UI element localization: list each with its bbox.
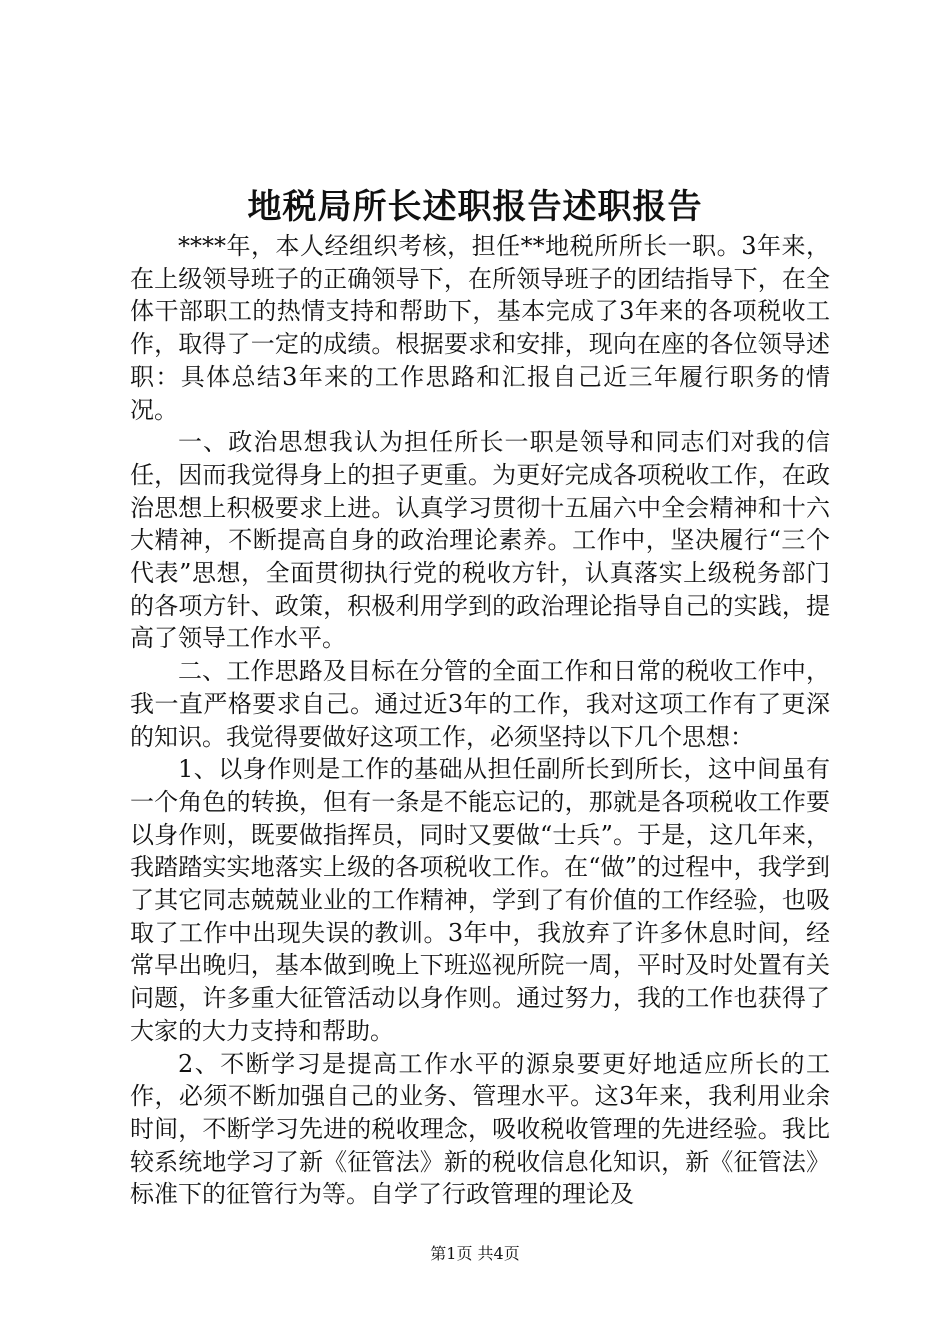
paragraph-continuous-learning: 2、不断学习是提高工作水平的源泉要更好地适应所长的工作，必须不断加强自己的业务、管理水平。这3年来，我利用业余时间，不断学习先进的税收理念，吸收税收管理的先进经验。我比较系统地学习了新《征管法》新的税收信息化知识，新《征管法》标准下的征管行为等。自学了行政管理的理论及 — [130, 1049, 830, 1209]
paragraph-work-ideas: 二、工作思路及目标在分管的全面工作和日常的税收工作中，我一直严格要求自己。通过近3年的工作，我对这项工作有了更深的知识。我觉得要做好这项工作，必须坚持以下几个思想： — [130, 657, 830, 751]
document-body — [130, 230, 830, 1211]
paragraph-intro: ****年，本人经组织考核，担任**地税所所长一职。3年来，在上级领导班子的正确领导下，在所领导班子的团结指导下，在全体干部职工的热情支持和帮助下，基本完成了3年来的各项税收工作，取得了一定的成绩。根据要求和安排，现向在座的各位领导述职：具体总结3年来的工作思路和汇报自己近三年履行职务的情况。 — [130, 232, 830, 424]
page-footer: 第1页 共4页 — [430, 1244, 520, 1263]
paragraph-lead-by-example: 1、以身作则是工作的基础从担任副所长到所长，这中间虽有一个角色的转换，但有一条是不能忘记的，那就是各项税收工作要以身作则，既要做指挥员，同时又要做“士兵”。于是，这几年来，我踏踏实实地落实上级的各项税收工作。在“做”的过程中，我学到了其它同志兢兢业业的工作精神，学到了有价值的工作经验，也吸取了工作中出现失误的教训。3年中，我放弃了许多休息时间，经常早出晚归，基本做到晚上下班巡视所院一周，平时及时处置有关问题，许多重大征管活动以身作则。通过努力，我的工作也获得了大家的大力支持和帮助。 — [130, 755, 830, 1045]
document-title: 地税局所长述职报告述职报告 — [247, 187, 703, 227]
paragraph-political-thought: 一、政治思想我认为担任所长一职是领导和同志们对我的信任，因而我觉得身上的担子更重。为更好完成各项税收工作，在政治思想上积极要求上进。认真学习贯彻十五届六中全会精神和十六大精神，不断提高自身的政治理论素养。工作中，坚决履行“三个代表”思想，全面贯彻执行党的税收方针，认真落实上级税务部门的各项方针、政策，积极利用学到的政治理论指导自己的实践，提高了领导工作水平。 — [130, 428, 830, 653]
